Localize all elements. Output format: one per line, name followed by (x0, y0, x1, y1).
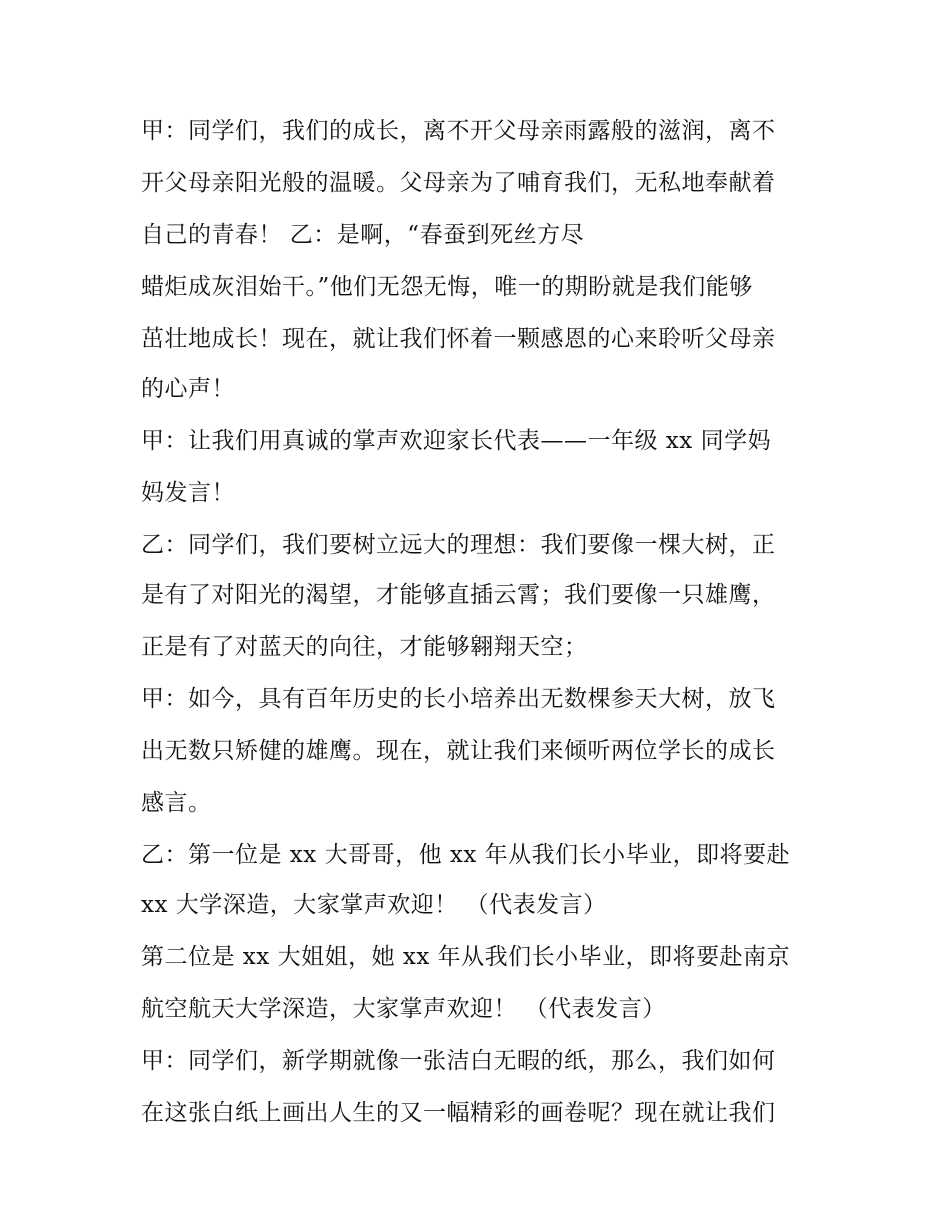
text-line: 妈发言！ (141, 480, 235, 506)
text-line: 是有了对阳光的渴望，才能够直插云霄；我们要像一只雄鹰， (141, 582, 776, 608)
text-line: 的心声！ (141, 376, 235, 402)
text-line: 开父母亲阳光般的温暖。父母亲为了哺育我们，无私地奉献着 (141, 170, 776, 196)
text-line: 第二位是 xx 大姐姐，她 xx 年从我们长小毕业，即将要赴南京 (141, 944, 791, 970)
text-line: 乙：同学们，我们要树立远大的理想：我们要像一棵大树，正 (141, 532, 776, 558)
text-line: 茁壮地成长！现在，就让我们怀着一颗感恩的心来聆听父母亲 (141, 326, 776, 352)
text-line: xx 大学深造，大家掌声欢迎！ （代表发言） (141, 892, 607, 918)
text-line: 自己的青春！ 乙：是啊，“春蚕到死丝方尽 (141, 222, 585, 248)
text-line: 甲：同学们，新学期就像一张洁白无暇的纸，那么，我们如何 (141, 1048, 776, 1074)
text-line: 感言。 (141, 790, 212, 816)
text-line: 蜡炬成灰泪始干。”他们无怨无悔，唯一的期盼就是我们能够 (141, 274, 753, 300)
text-line: 乙：第一位是 xx 大哥哥，他 xx 年从我们长小毕业，即将要赴 (141, 842, 791, 868)
text-line: 正是有了对蓝天的向往，才能够翱翔天空； (141, 634, 588, 660)
text-line: 甲：如今，具有百年历史的长小培养出无数棵参天大树，放飞 (141, 686, 776, 712)
text-line: 甲：同学们，我们的成长，离不开父母亲雨露般的滋润，离不 (141, 118, 776, 144)
text-line: 甲：让我们用真诚的掌声欢迎家长代表——一年级 xx 同学妈 (141, 428, 772, 454)
text-line: 在这张白纸上画出人生的又一幅精彩的画卷呢？现在就让我们 (141, 1100, 776, 1126)
text-line: 航空航天大学深造，大家掌声欢迎！ （代表发言） (141, 996, 666, 1022)
text-line: 出无数只矫健的雄鹰。现在，就让我们来倾听两位学长的成长 (141, 738, 776, 764)
